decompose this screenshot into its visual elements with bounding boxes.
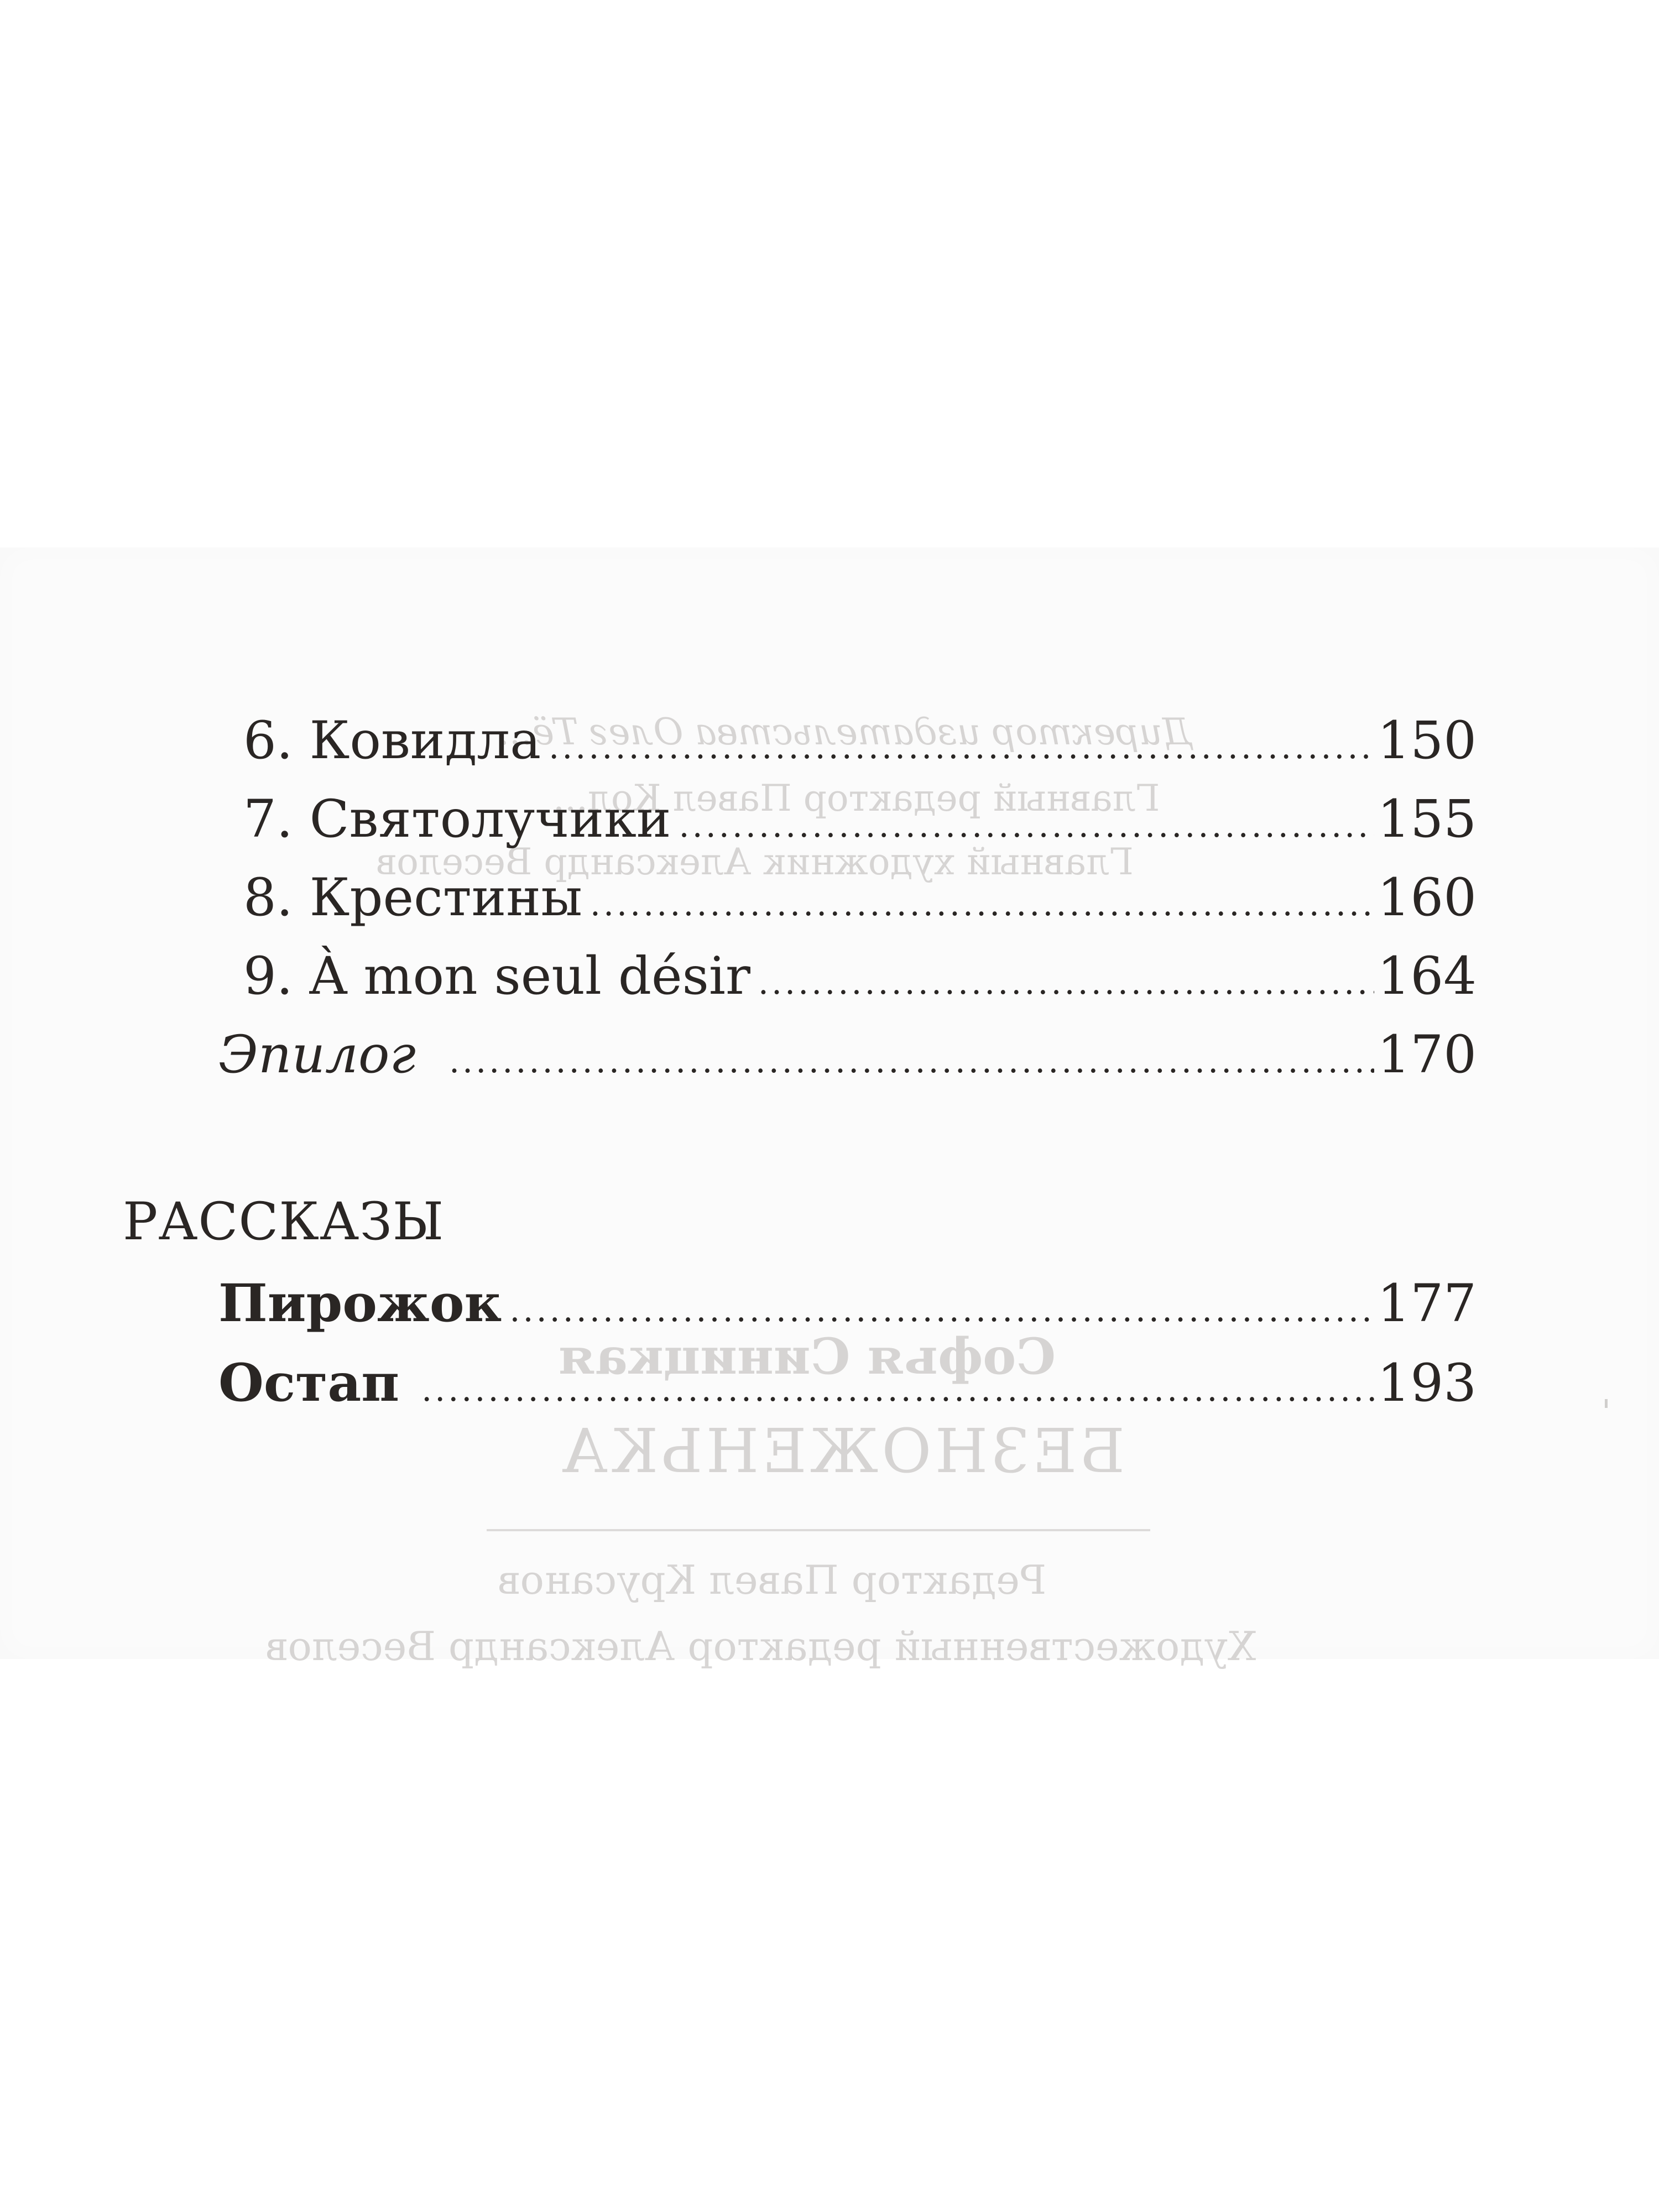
show-through-line-3: Главный художник Александр Веселов — [376, 841, 1134, 883]
toc-entry-title: Остап — [218, 1353, 400, 1413]
toc-entry-title: 8. Крестины — [243, 868, 582, 928]
dot-leader — [449, 1031, 1374, 1092]
toc-entry-chapter-9 — [243, 946, 1477, 1013]
toc-entry-page: 160 — [1377, 868, 1477, 928]
dot-leader — [509, 1280, 1374, 1340]
toc-entry-title: 6. Ковидла — [243, 711, 541, 771]
toc-entry-epilogue — [218, 1025, 1477, 1092]
section-heading-stories: РАССКАЗЫ — [123, 1192, 445, 1252]
toc-entry-page: 170 — [1377, 1025, 1477, 1085]
toc-entry-page: 150 — [1377, 711, 1477, 771]
dot-leader — [590, 874, 1374, 935]
toc-entry-chapter-8 — [243, 868, 1477, 935]
show-through-rule — [487, 1529, 1150, 1531]
toc-entry-chapter-7 — [243, 789, 1477, 856]
paper-speck — [1605, 1399, 1608, 1408]
toc-entry-page: 155 — [1377, 789, 1477, 849]
toc-entry-title: Эпилог — [218, 1025, 416, 1085]
show-through-line-1: Директор издательства Олег Тё... — [498, 711, 1192, 753]
toc-entry-story-1 — [218, 1273, 1477, 1340]
toc-entry-page: 193 — [1377, 1353, 1477, 1413]
toc-entry-title: Пирожок — [218, 1273, 502, 1334]
show-through-line-5: БЕЗНОЖЕНЬКА — [559, 1416, 1125, 1486]
show-through-line-4: Софья Синицкая — [559, 1327, 1056, 1386]
dot-leader — [549, 717, 1374, 778]
show-through-line-2: Главный редактор Павел Кол... — [553, 777, 1160, 820]
toc-entry-story-2 — [218, 1353, 1477, 1420]
dot-leader — [758, 952, 1374, 1013]
toc-entry-page: 177 — [1377, 1274, 1477, 1334]
show-through-line-7: Художественный редактор Александр Веселов — [265, 1623, 1256, 1670]
dot-leader — [679, 795, 1374, 856]
show-through-line-6: Редактор Павел Крусанов — [498, 1557, 1047, 1603]
toc-entry-page: 164 — [1377, 946, 1477, 1006]
toc-entry-title: 9. À mon seul désir — [243, 946, 750, 1006]
toc-entry-title: 7. Святолучики — [243, 789, 671, 849]
toc-entry-chapter-6 — [243, 711, 1477, 778]
dot-leader — [421, 1359, 1374, 1420]
